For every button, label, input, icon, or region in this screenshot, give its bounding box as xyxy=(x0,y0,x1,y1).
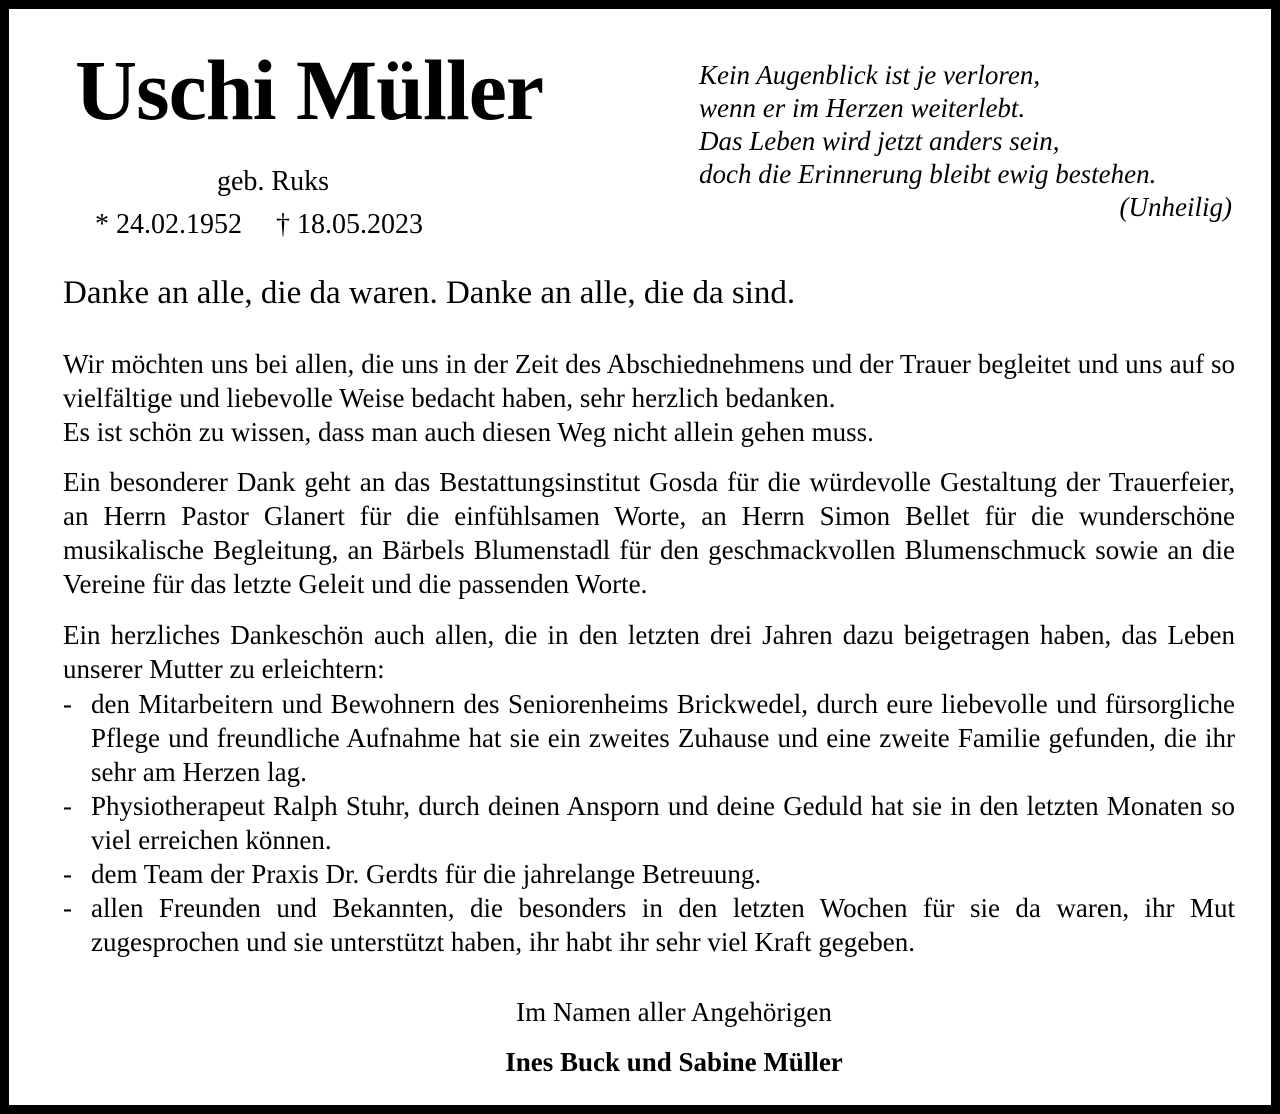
life-dates xyxy=(95,209,423,241)
paragraph-text: Ein herzliches Dankeschön auch allen, die in den letzten drei Jahren dazu beigetragen haben, das Leben unserer Mutter zu erleichtern: xyxy=(63,620,1235,684)
memorial-poem xyxy=(699,59,1232,224)
list-item-text: Physiotherapeut Ralph Stuhr, durch deinen Ansporn und deine Geduld hat sie in den letzten Monaten so viel erreichen können. xyxy=(91,791,1235,855)
list-item xyxy=(63,789,1235,857)
paragraph-text: Es ist schön zu wissen, dass man auch diesen Weg nicht allein gehen muss. xyxy=(63,417,874,447)
paragraph-intro xyxy=(63,347,1235,449)
list-item xyxy=(63,687,1235,789)
signoff-names: Ines Buck und Sabine Müller xyxy=(505,1047,843,1077)
list-item xyxy=(63,891,1235,959)
list-marker: - xyxy=(63,791,72,821)
list-marker: - xyxy=(63,689,72,719)
paragraph-text: Ein besonderer Dank geht an das Bestattungsinstitut Gosda für die würdevolle Gestaltung der Trauerfeier, an Herrn Pastor Glanert für die einfühlsamen Worte, an Herrn Simon Bellet für die wunderschöne musikalische Begleitung, an Bärbels Blumenstadl für den geschmackvollen Blumenschmuck sowie an die Vereine für das letzte Geleit und die passenden Worte. xyxy=(63,467,1235,599)
poem-line: Das Leben wird jetzt anders sein, xyxy=(699,126,1060,156)
paragraph-text: Wir möchten uns bei allen, die uns in der Zeit des Abschiednehmens und der Trauer begleitet und uns auf so vielfältige und liebevolle Weise bedacht haben, sehr herzlich bedanken. xyxy=(63,349,1235,413)
list-marker: - xyxy=(63,859,72,889)
list-marker: - xyxy=(63,893,72,923)
poem-line: doch die Erinnerung bleibt ewig bestehen. xyxy=(699,159,1157,189)
poem-line: wenn er im Herzen weiterlebt. xyxy=(699,93,1026,123)
poem-source: (Unheilig) xyxy=(1119,192,1232,222)
birth-name: geb. Ruks xyxy=(217,166,329,197)
thanks-headline: Danke an alle, die da waren. Danke an alle, die da sind. xyxy=(63,275,796,311)
list-item xyxy=(63,857,1235,891)
list-item-text: den Mitarbeitern und Bewohnern des Seniorenheims Brickwedel, durch eure liebevolle und fürsorgliche Pflege und freundliche Aufnahme hat sie ein zweites Zuhause und eine zweite Familie gefunden, die ihr sehr am Herzen lag. xyxy=(91,689,1235,787)
paragraph-special-thanks xyxy=(63,465,1235,601)
signoff-on-behalf: Im Namen aller Angehörigen xyxy=(516,997,832,1027)
list-item-text: dem Team der Praxis Dr. Gerdts für die jahrelange Betreuung. xyxy=(91,859,762,889)
birth-date: * 24.02.1952 xyxy=(95,209,242,240)
thanks-list xyxy=(63,687,1235,959)
paragraph-heartfelt-thanks xyxy=(63,618,1235,686)
poem-line: Kein Augenblick ist je verloren, xyxy=(699,60,1041,90)
death-date: † 18.05.2023 xyxy=(276,209,423,240)
list-item-text: allen Freunden und Bekannten, die besonders in den letzten Wochen für sie da waren, ihr Mut zugesprochen und sie unterstützt haben, ihr habt ihr sehr viel Kraft gegeben. xyxy=(91,893,1235,957)
deceased-name: Uschi Müller xyxy=(75,42,544,138)
